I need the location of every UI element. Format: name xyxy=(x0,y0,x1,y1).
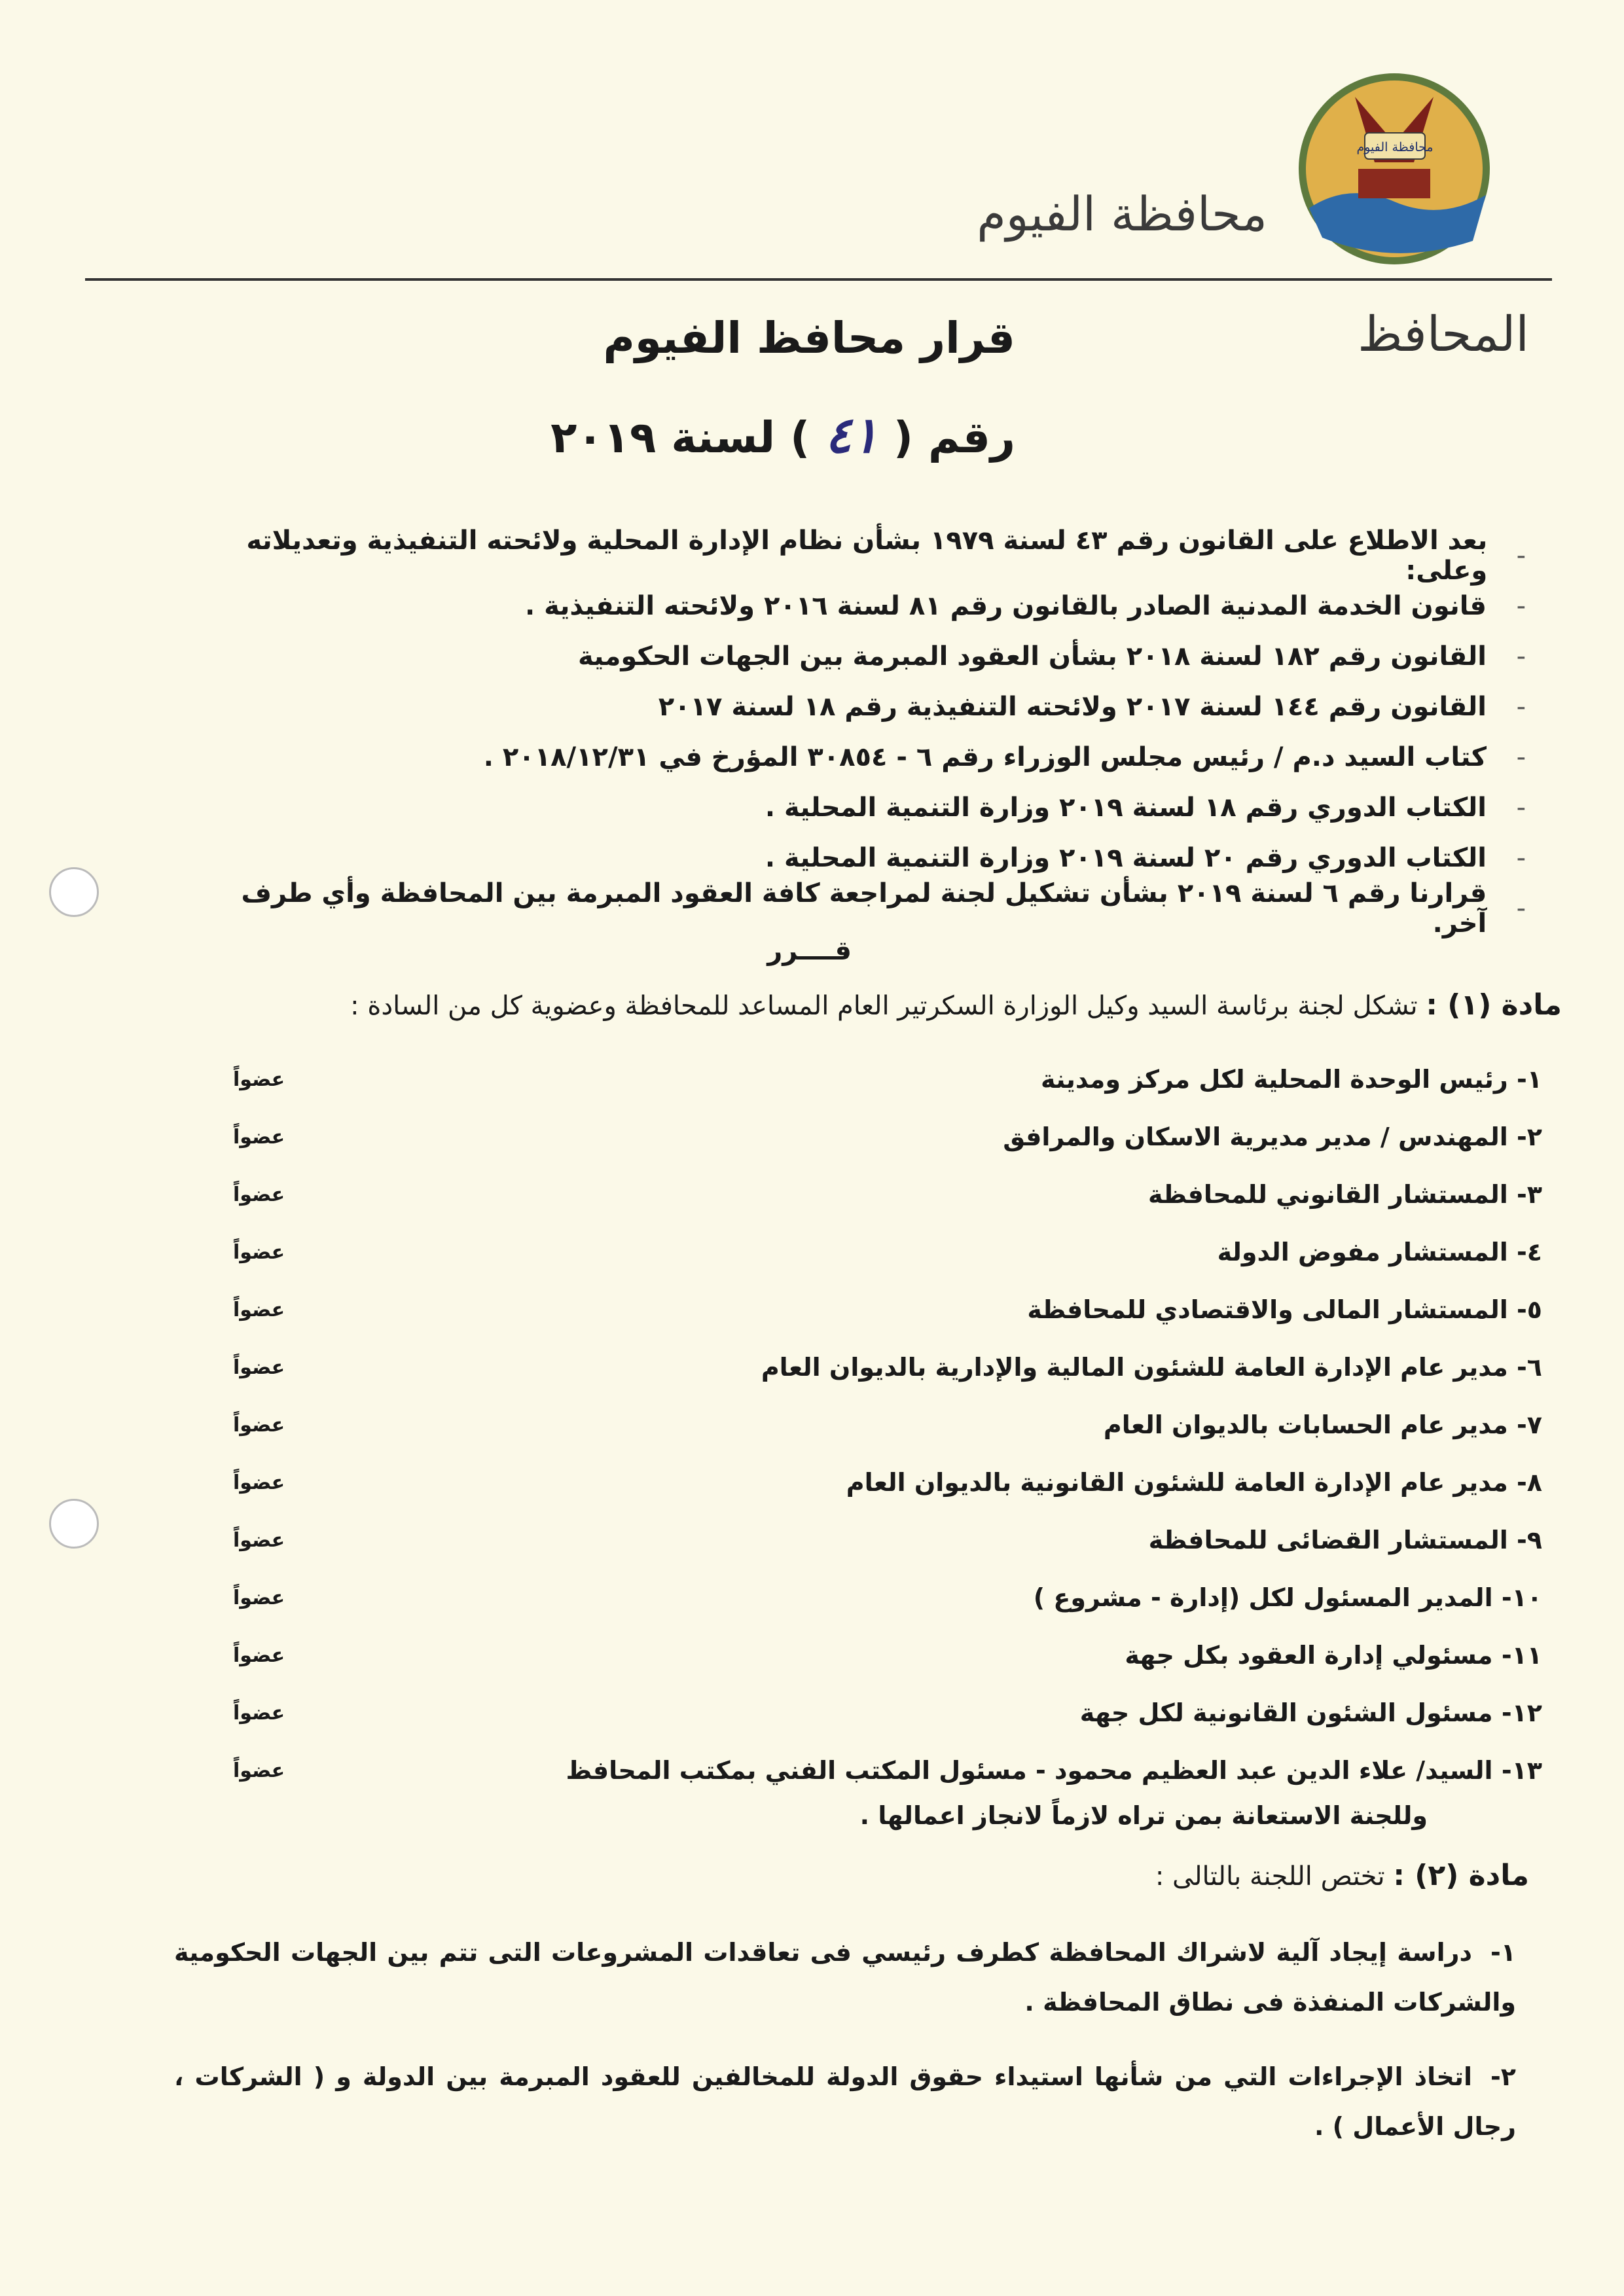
table-row: ١- رئيس الوحدة المحلية لكل مركز ومدينة عضواً xyxy=(233,1065,1542,1094)
assist-note: وللجنة الاستعانة بمن تراه لازماً لانجاز اعمالها . xyxy=(859,1801,1428,1830)
table-row: ٣- المستشار القانوني للمحافظة عضواً xyxy=(233,1180,1542,1209)
article-1 xyxy=(350,988,1562,1022)
punch-hole xyxy=(49,1499,99,1549)
decree-number-suffix: ) لسنة ٢٠١٩ xyxy=(550,412,810,463)
table-row: ٨- مدير عام الإدارة العامة للشئون القانونية بالديوان العام عضواً xyxy=(233,1468,1542,1497)
preamble-list xyxy=(184,525,1526,939)
decree-number-prefix: رقم ( xyxy=(893,412,1015,463)
article-2-item: ٢-اتخاذ الإجراءات التي من شأنها استيداء حقوق الدولة للمخالفين للعقود المبرمة بين الدولة و ( الشركات ، رجال الأعمال ) . xyxy=(174,2062,1516,2141)
decree-number xyxy=(550,406,1015,464)
table-row: ٧- مدير عام الحسابات بالديوان العام عضواً xyxy=(233,1410,1542,1439)
article-2-text: تختص اللجنة بالتالى : xyxy=(1155,1861,1385,1892)
article-2 xyxy=(1155,1859,1529,1892)
punch-hole xyxy=(49,867,99,917)
governorate-name: محافظة الفيوم xyxy=(977,187,1267,242)
list-item: - الكتاب الدوري رقم ٢٠ لسنة ٢٠١٩ وزارة التنمية المحلية . xyxy=(765,842,1526,873)
list-item: - قرارنا رقم ٦ لسنة ٢٠١٩ بشأن تشكيل لجنة لمراجعة كافة العقود المبرمة بين المحافظة وأي طرف آخر. xyxy=(241,878,1526,939)
article-1-text: تشكل لجنة برئاسة السيد وكيل الوزارة السكرتير العام المساعد للمحافظة وعضوية كل من السادة : xyxy=(350,991,1418,1021)
list-item: - بعد الاطلاع على القانون رقم ٤٣ لسنة ١٩٧٩ بشأن نظام الإدارة المحلية ولائحته التنفيذية وتعديلاته وعلى: xyxy=(246,525,1526,586)
list-item: - قانون الخدمة المدنية الصادر بالقانون رقم ٨١ لسنة ٢٠١٦ ولائحته التنفيذية . xyxy=(525,590,1526,621)
table-row: ٥- المستشار المالى والاقتصادي للمحافظة عضواً xyxy=(233,1295,1542,1324)
header-divider xyxy=(85,278,1552,281)
committee-members xyxy=(233,1050,1542,1799)
office-title: المحافظ xyxy=(1358,306,1529,363)
table-row: ٦- مدير عام الإدارة العامة للشئون المالية والإدارية بالديوان العام عضواً xyxy=(233,1353,1542,1382)
list-item: - القانون رقم ١٤٤ لسنة ٢٠١٧ ولائحته التنفيذية رقم ١٨ لسنة ٢٠١٧ xyxy=(658,691,1526,722)
table-row: ١٠- المدير المسئول لكل (إدارة - مشروع ) عضواً xyxy=(233,1583,1542,1612)
emblem-label: محافظة الفيوم xyxy=(1356,140,1434,154)
table-row: ١٣- السيد/ علاء الدين عبد العظيم محمود - مسئول المكتب الفني بمكتب المحافظ عضواً xyxy=(233,1756,1542,1785)
table-row: ٢- المهندس / مدير مديرية الاسكان والمرافق عضواً xyxy=(233,1122,1542,1151)
list-item: - القانون رقم ١٨٢ لسنة ٢٠١٨ بشأن العقود المبرمة بين الجهات الحكومية xyxy=(578,641,1526,672)
table-row: ٤- المستشار مفوض الدولة عضواً xyxy=(233,1238,1542,1266)
article-1-label: مادة (١) : xyxy=(1426,988,1562,1022)
article-2-item: ١-دراسة إيجاد آلية لاشراك المحافظة كطرف رئيسي فى تعاقدات المشروعات التى تتم بين الجهات الحكومية والشركات المنفذة فى نطاق المحافظة . xyxy=(174,1938,1516,2017)
governorate-emblem xyxy=(1296,71,1492,267)
table-row: ١٢- مسئول الشئون القانونية لكل جهة عضواً xyxy=(233,1698,1542,1727)
decree-number-handwritten: ٤١ xyxy=(825,406,878,464)
decree-title: قرار محافظ الفيوم xyxy=(603,313,1015,363)
article-2-label: مادة (٢) : xyxy=(1393,1859,1529,1892)
table-row: ١١- مسئولي إدارة العقود بكل جهة عضواً xyxy=(233,1641,1542,1670)
decided-label: قــــرر xyxy=(767,936,852,966)
list-item: - كتاب السيد د.م / رئيس مجلس الوزراء رقم ٦ - ٣٠٨٥٤ المؤرخ في ٢٠١٨/١٢/٣١ . xyxy=(483,742,1526,772)
list-item: - الكتاب الدوري رقم ١٨ لسنة ٢٠١٩ وزارة التنمية المحلية . xyxy=(765,792,1526,823)
table-row: ٩- المستشار القضائى للمحافظة عضواً xyxy=(233,1526,1542,1554)
